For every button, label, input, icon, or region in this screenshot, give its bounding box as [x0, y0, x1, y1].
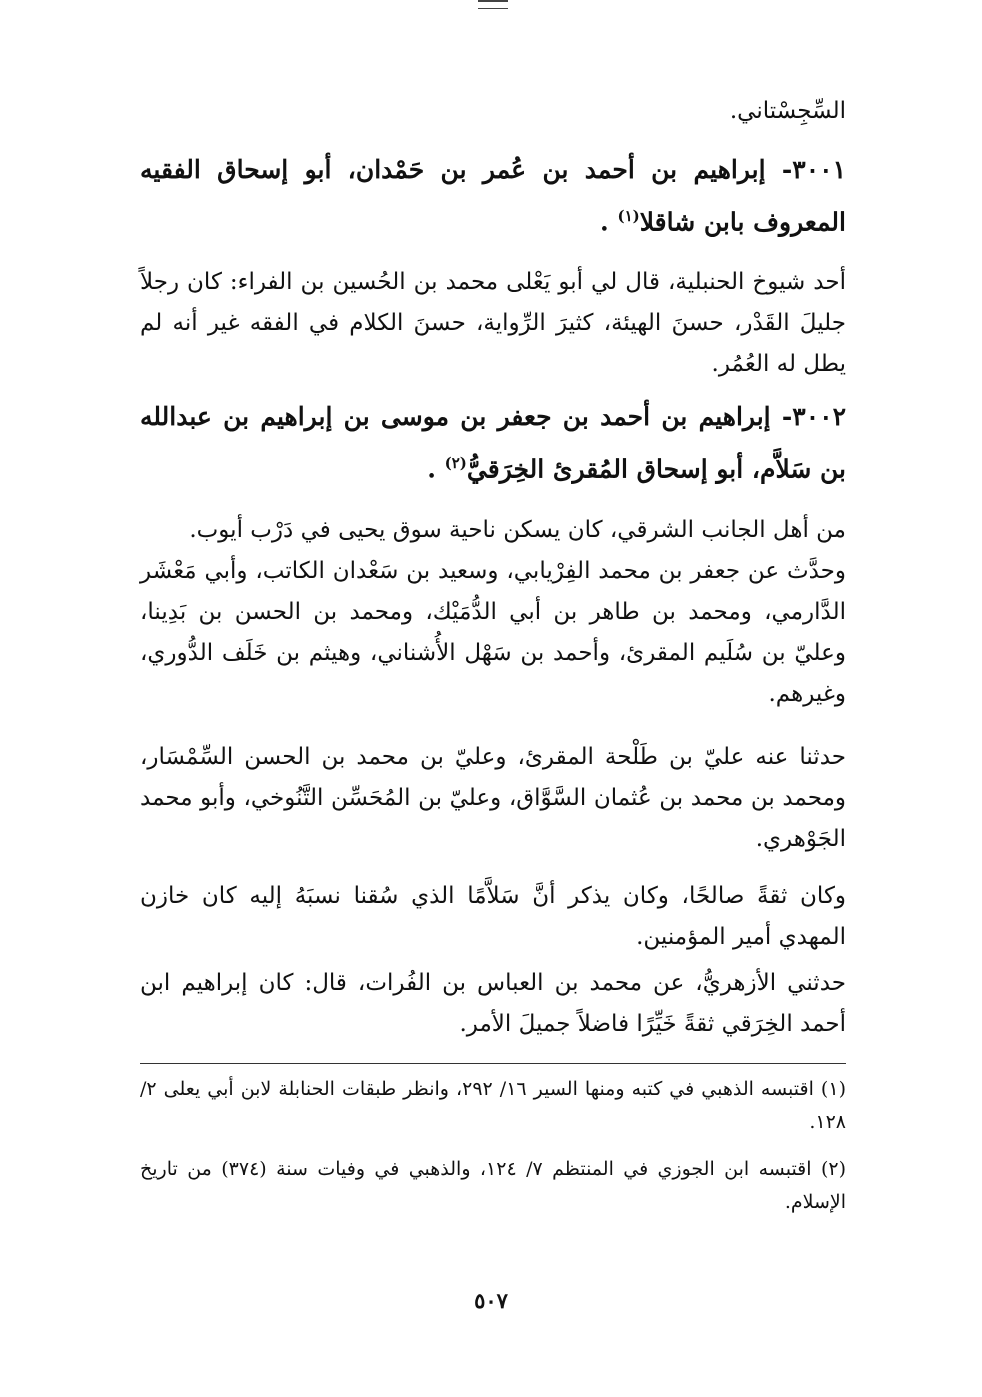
footnote-text: اقتبسه ابن الجوزي في المنتظم ٧/ ١٢٤، والذهبي في وفيات سنة (٣٧٤) من تاريخ الإسلام. — [140, 1158, 846, 1213]
entry-heading-3001 — [140, 146, 846, 245]
footnote-ref: (١) — [617, 207, 640, 225]
footnote-1 — [140, 1073, 846, 1139]
page-number: ٥٠٧ — [474, 1288, 508, 1313]
footnote-separator — [140, 1063, 846, 1064]
footnote-number: (٢) — [820, 1158, 847, 1180]
entry-paragraph: أحد شيوخ الحنبلية، قال لي أبو يَعْلى محمد بن الحُسين بن الفراء: كان رجلاً جليلَ القَدْر، حسنَ الهيئة، كثيرَ الرِّواية، حسنَ الكلام في الفقه غير أنه لم يطل له العُمُر. — [140, 269, 846, 377]
heading-end: . — [600, 207, 618, 237]
entry-heading-3002 — [140, 393, 846, 492]
top-ornament — [478, 0, 508, 9]
entry-heading-text: ٣٠٠١- إبراهيم بن أحمد بن عُمر بن حَمْدان، أبو إسحاق الفقيه المعروف بابن شاقلا — [140, 155, 846, 237]
footnote-number: (١) — [820, 1078, 846, 1100]
footnote-2 — [140, 1153, 846, 1219]
entry-paragraph: وحدَّث عن جعفر بن محمد الفِرْيابي، وسعيد بن سَعْدان الكاتب، وأبي مَعْشَر الدَّارمي، ومحمد بن طاهر بن أبي الدُّمَيْك، ومحمد بن الحسن بن بَدِينا، وعليّ بن سُلَيم المقرئ، وأحمد بن سَهْل الأُشناني، وهيثم بن خَلَف الدُّوري، وغيرهم. — [140, 558, 846, 707]
entry-paragraph: وكان ثقةً صالحًا، وكان يذكر أنَّ سَلاَّمًا الذي سُقنا نسبَهُ إليه كان خازن المهدي أمير المؤمنين. — [140, 883, 846, 950]
heading-end: . — [427, 454, 445, 484]
entry-paragraph: حدثنا عنه عليّ بن طَلْحة المقرئ، وعليّ بن محمد بن الحسن السِّمْسَار، ومحمد بن محمد بن عُثمان السَّوَّاق، وعليّ بن المُحَسِّن التَّنُوخي، وأبو محمد الجَوْهري. — [140, 744, 846, 852]
footnote-text: اقتبسه الذهبي في كتبه ومنها السير ١٦/ ٢٩٢، وانظر طبقات الحنابلة لابن أبي يعلى ٢/ ١٢٨. — [140, 1078, 846, 1133]
carry-over-line: السِّجِسْتاني. — [729, 98, 846, 124]
entry-heading-text: ٣٠٠٢- إبراهيم بن أحمد بن جعفر بن موسى بن إبراهيم بن عبدالله بن سَلاَّم، أبو إسحاق المُقرئ الخِرَقيُّ — [140, 402, 846, 484]
entry-paragraph: حدثني الأزهريُّ، عن محمد بن العباس بن الفُرات، قال: كان إبراهيم ابن أحمد الخِرَقي ثقةً خَيِّرًا فاضلاً جميلَ الأمر. — [140, 970, 846, 1037]
entry-paragraph: من أهل الجانب الشرقي، كان يسكن ناحية سوق يحيى في دَرْب أيوب. — [189, 517, 846, 543]
footnote-ref: (٢) — [444, 454, 467, 472]
